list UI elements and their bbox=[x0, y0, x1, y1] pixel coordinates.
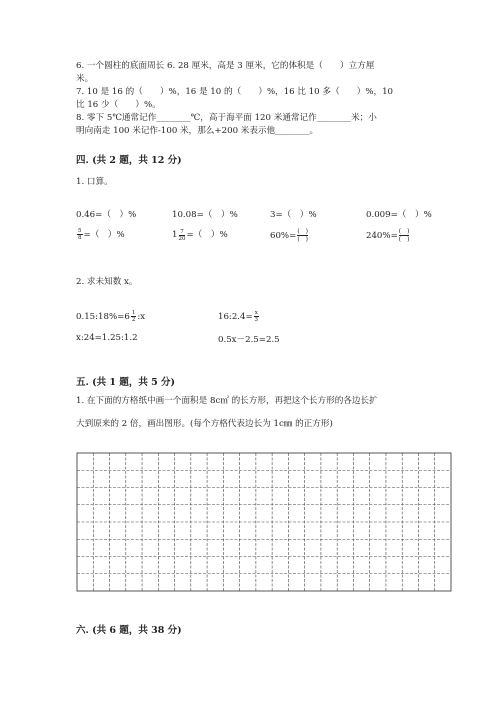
fraction: $\frac{5}{8}$ bbox=[78, 228, 82, 241]
equation-2: 16:2.4= $\frac{x}{3}$ bbox=[218, 310, 258, 323]
solve-x-title: 2. 求未知数 x。 bbox=[76, 277, 138, 287]
question-7-line-2: 比 16 少（ ）%。 bbox=[76, 100, 161, 110]
grid-paper[interactable] bbox=[76, 452, 452, 592]
grid-question-line-2: 大到原来的 2 倍，画出图形。(每个方格代表边长为 1c㎜ 的正方形) bbox=[76, 419, 333, 429]
blank-fraction: $\frac{( )}{( )}$ bbox=[398, 228, 410, 243]
calc-item-3: 3=（ ）% bbox=[270, 210, 317, 220]
section-5-heading: 五. (共 1 题，共 5 分) bbox=[76, 377, 176, 388]
fraction: $\frac{7}{20}$ bbox=[178, 228, 186, 242]
question-6-line-1: 6. 一个圆柱的底面周长 6. 28 厘米，高是 3 厘米，它的体积是（ ）立方厘 bbox=[76, 61, 375, 71]
equation-4: 0.5x－2.5=2.5 bbox=[218, 335, 280, 345]
calc-item-7: 60%= $\frac{( )}{( )}$ bbox=[270, 228, 308, 243]
calc-item-8: 240%= $\frac{( )}{( )}$ bbox=[366, 228, 410, 243]
calc-item-1: 0.46=（ ）% bbox=[76, 210, 137, 220]
fraction: $\frac{x}{3}$ bbox=[254, 310, 258, 323]
question-8-line-2: 明向南走 100 米记作-100 米，那么+200 米表示他________。 bbox=[76, 126, 319, 136]
oral-calc-title: 1. 口算。 bbox=[76, 177, 113, 187]
blank-fraction: $\frac{( )}{( )}$ bbox=[297, 228, 308, 243]
equation-3: x:24=1.25:1.2 bbox=[76, 333, 138, 343]
equation-1: 0.15:18%=6 $\frac{1}{2}$ :x bbox=[76, 310, 146, 323]
grid-question-line-1: 1. 在下面的方格纸中画一个面积是 8c㎡ 的长方形，再把这个长方形的各边长扩 bbox=[76, 396, 378, 406]
question-8-line-1: 8. 零下 5℃通常记作________℃，高于海平面 120 米通常记作________米；小 bbox=[76, 113, 377, 123]
question-7-line-1: 7. 10 是 16 的（ ）%，16 是 10 的（ ）%，16 比 10 多（ ）%，10 bbox=[76, 87, 394, 97]
question-6-line-2: 米。 bbox=[76, 74, 94, 84]
calc-item-2: 10.08=（ ）% bbox=[172, 210, 238, 220]
section-6-heading: 六. (共 6 题，共 38 分) bbox=[76, 625, 182, 636]
calc-item-6: 1 $\frac{7}{20}$ =（ ）% bbox=[172, 228, 228, 242]
calc-item-4: 0.009=（ ）% bbox=[366, 210, 432, 220]
section-4-heading: 四. (共 2 题，共 12 分) bbox=[76, 155, 182, 166]
fraction: $\frac{1}{2}$ bbox=[131, 310, 136, 323]
calc-item-5: $\frac{5}{8}$ =（ ）% bbox=[78, 228, 125, 241]
